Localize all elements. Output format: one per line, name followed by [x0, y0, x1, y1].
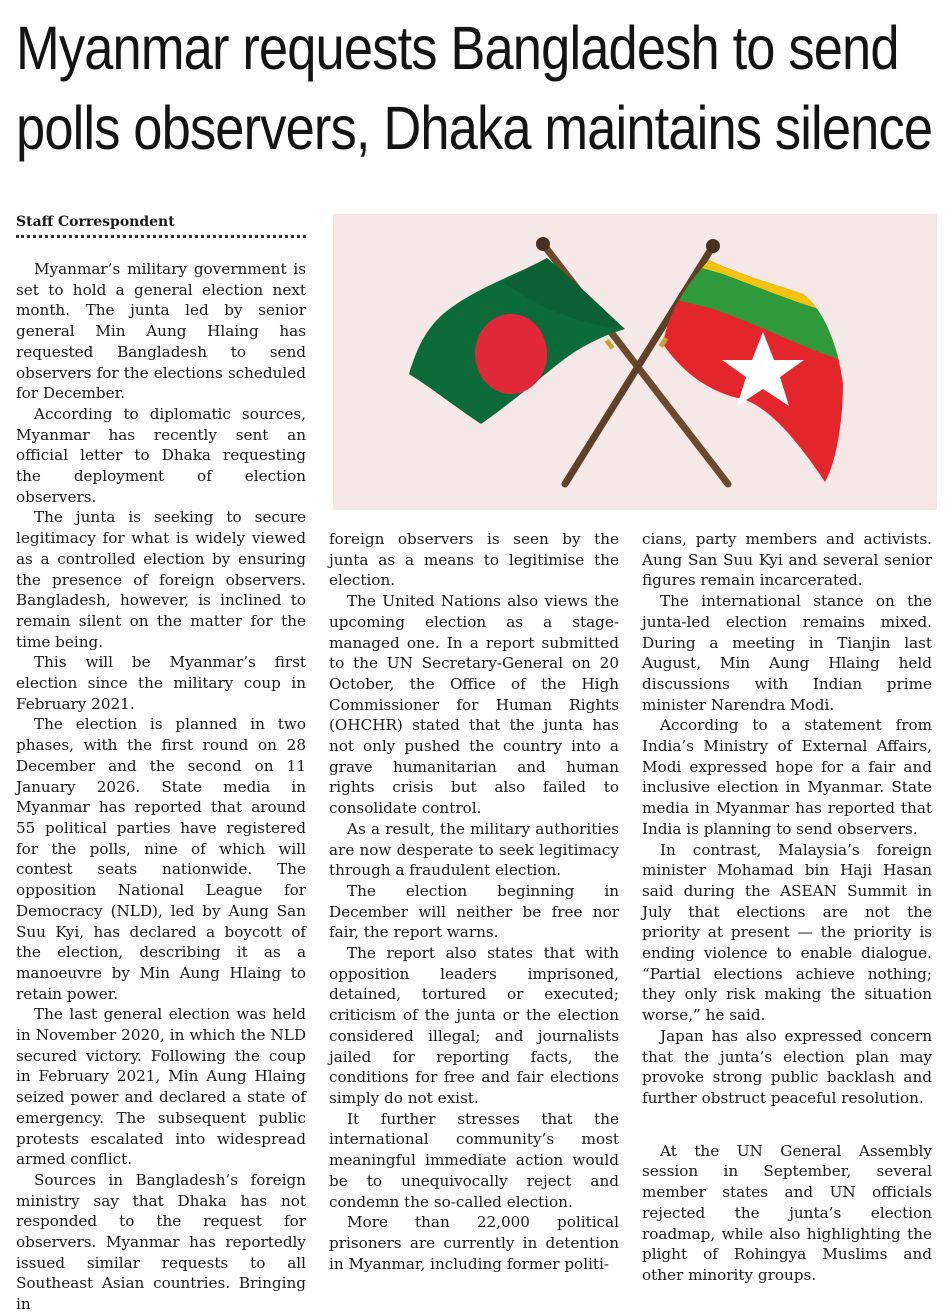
paragraph: It further stresses that the international community’s most meaningful immediate action would be to unequivocally reject and condemn the so-called election. [329, 1109, 619, 1211]
paragraph: This will be Myanmar’s first election since the military coup in February 2021. [16, 653, 306, 713]
paragraph: As a result, the military authorities are now desperate to seek legitimacy through a fraudulent election. [329, 819, 619, 880]
paragraph: The junta is seeking to secure legitimacy for what is widely viewed as a controlled election by ensuring the presence of foreign observers. Bangladesh, however, is inclined to remain silent on the matter for the time being. [16, 508, 306, 651]
bangladesh-flag-disc [475, 314, 547, 394]
headline [16, 8, 933, 168]
bangladesh-pole-knob [536, 237, 550, 251]
paragraph: The report also states that with opposition leaders imprisoned, detained, tortured or executed; criticism of the junta or the election considered illegal; and journalists jailed for reporting facts, the conditions for free and fair elections simply do not exist. [329, 944, 619, 1107]
crossed-flags-photo [333, 214, 937, 510]
headline-line-2: polls observers, Dhaka maintains silence [16, 94, 933, 162]
paragraph: Myanmar’s military government is set to hold a general election next month. The junta led by senior general Min Aung Hlaing has requested Bangladesh to send observers for the elections scheduled for December. [16, 260, 306, 403]
myanmar-pole-knob [706, 239, 720, 253]
paragraph: Sources in Bangladesh’s foreign ministry say that Dhaka has not responded to the request for observers. Myanmar has reportedly issued similar requests to all Southeast Asian countries. Bringing in [16, 1170, 306, 1314]
paragraph: At the UN General Assembly session in September, several member states and UN officials rejected the junta’s election roadmap, while also highlighting the plight of Rohingya Muslims and other minority groups. [642, 1141, 932, 1284]
paragraph: The election beginning in December will neither be free nor fair, the report warns. [329, 881, 619, 942]
paragraph: In contrast, Malaysia’s foreign minister Mohamad bin Haji Hasan said during the ASEAN Summit in July that elections are not the priority at present — the priority is ending violence to enable dialogue. “Partial elections achieve nothing; they only risk making the situation worse,” he said. [642, 840, 932, 1025]
paragraph: The election is planned in two phases, with the first round on 28 December and the second on 11 January 2026. State media in Myanmar has reported that around 55 political parties have registered for the polls, nine of which will contest seats nationwide. The opposition National League for Democracy (NLD), led by Aung San Suu Kyi, has declared a boycott of the election, describing it as a manoeuvre by Min Aung Hlaing to retain power. [16, 715, 306, 1003]
paragraph: The United Nations also views the upcoming election as a stage-managed one. In a report submitted to the UN Secretary-General on 20 October, the Office of the High Commissioner for Human Rights (OHCHR) stated that the junta has not only pushed the country into a grave humanitarian and human rights crisis but also failed to consolidate control. [329, 592, 619, 818]
headline-line-1: Myanmar requests Bangladesh to send [16, 14, 899, 82]
paragraph: According to a statement from India’s Ministry of External Affairs, Modi expressed hope for a fair and inclusive election in Myanmar. State media in Myanmar has reported that India is planning to send observers. [642, 716, 932, 838]
article-column-3 [642, 529, 932, 1286]
article-column-2 [329, 529, 619, 1274]
paragraph: According to diplomatic sources, Myanmar has recently sent an official letter to Dhaka requesting the deployment of election observers. [16, 404, 306, 506]
article-column-1 [16, 259, 306, 1315]
byline: Staff Correspondent [16, 214, 306, 238]
paragraph: foreign observers is seen by the junta as a means to legitimise the election. [329, 530, 619, 590]
paragraph: The international stance on the junta-led election remains mixed. During a meeting in Tianjin last August, Min Aung Hlaing held discussions with Indian prime minister Narendra Modi. [642, 592, 932, 714]
paragraph: cians, party members and activists. Aung San Suu Kyi and several senior figures remain incarcerated. [642, 530, 932, 590]
paragraph: More than 22,000 political prisoners are currently in detention in Myanmar, including former politi- [329, 1213, 619, 1273]
paragraph: The last general election was held in November 2020, in which the NLD secured victory. Following the coup in February 2021, Min Aung Hlaing seized power and declared a state of emergency. The subsequent public protests escalated into widespread armed conflict. [16, 1005, 306, 1169]
crossed-flags-illustration [333, 214, 937, 510]
paragraph: Japan has also expressed concern that the junta’s election plan may provoke strong public backlash and further obstruct peaceful resolution. [642, 1026, 932, 1107]
